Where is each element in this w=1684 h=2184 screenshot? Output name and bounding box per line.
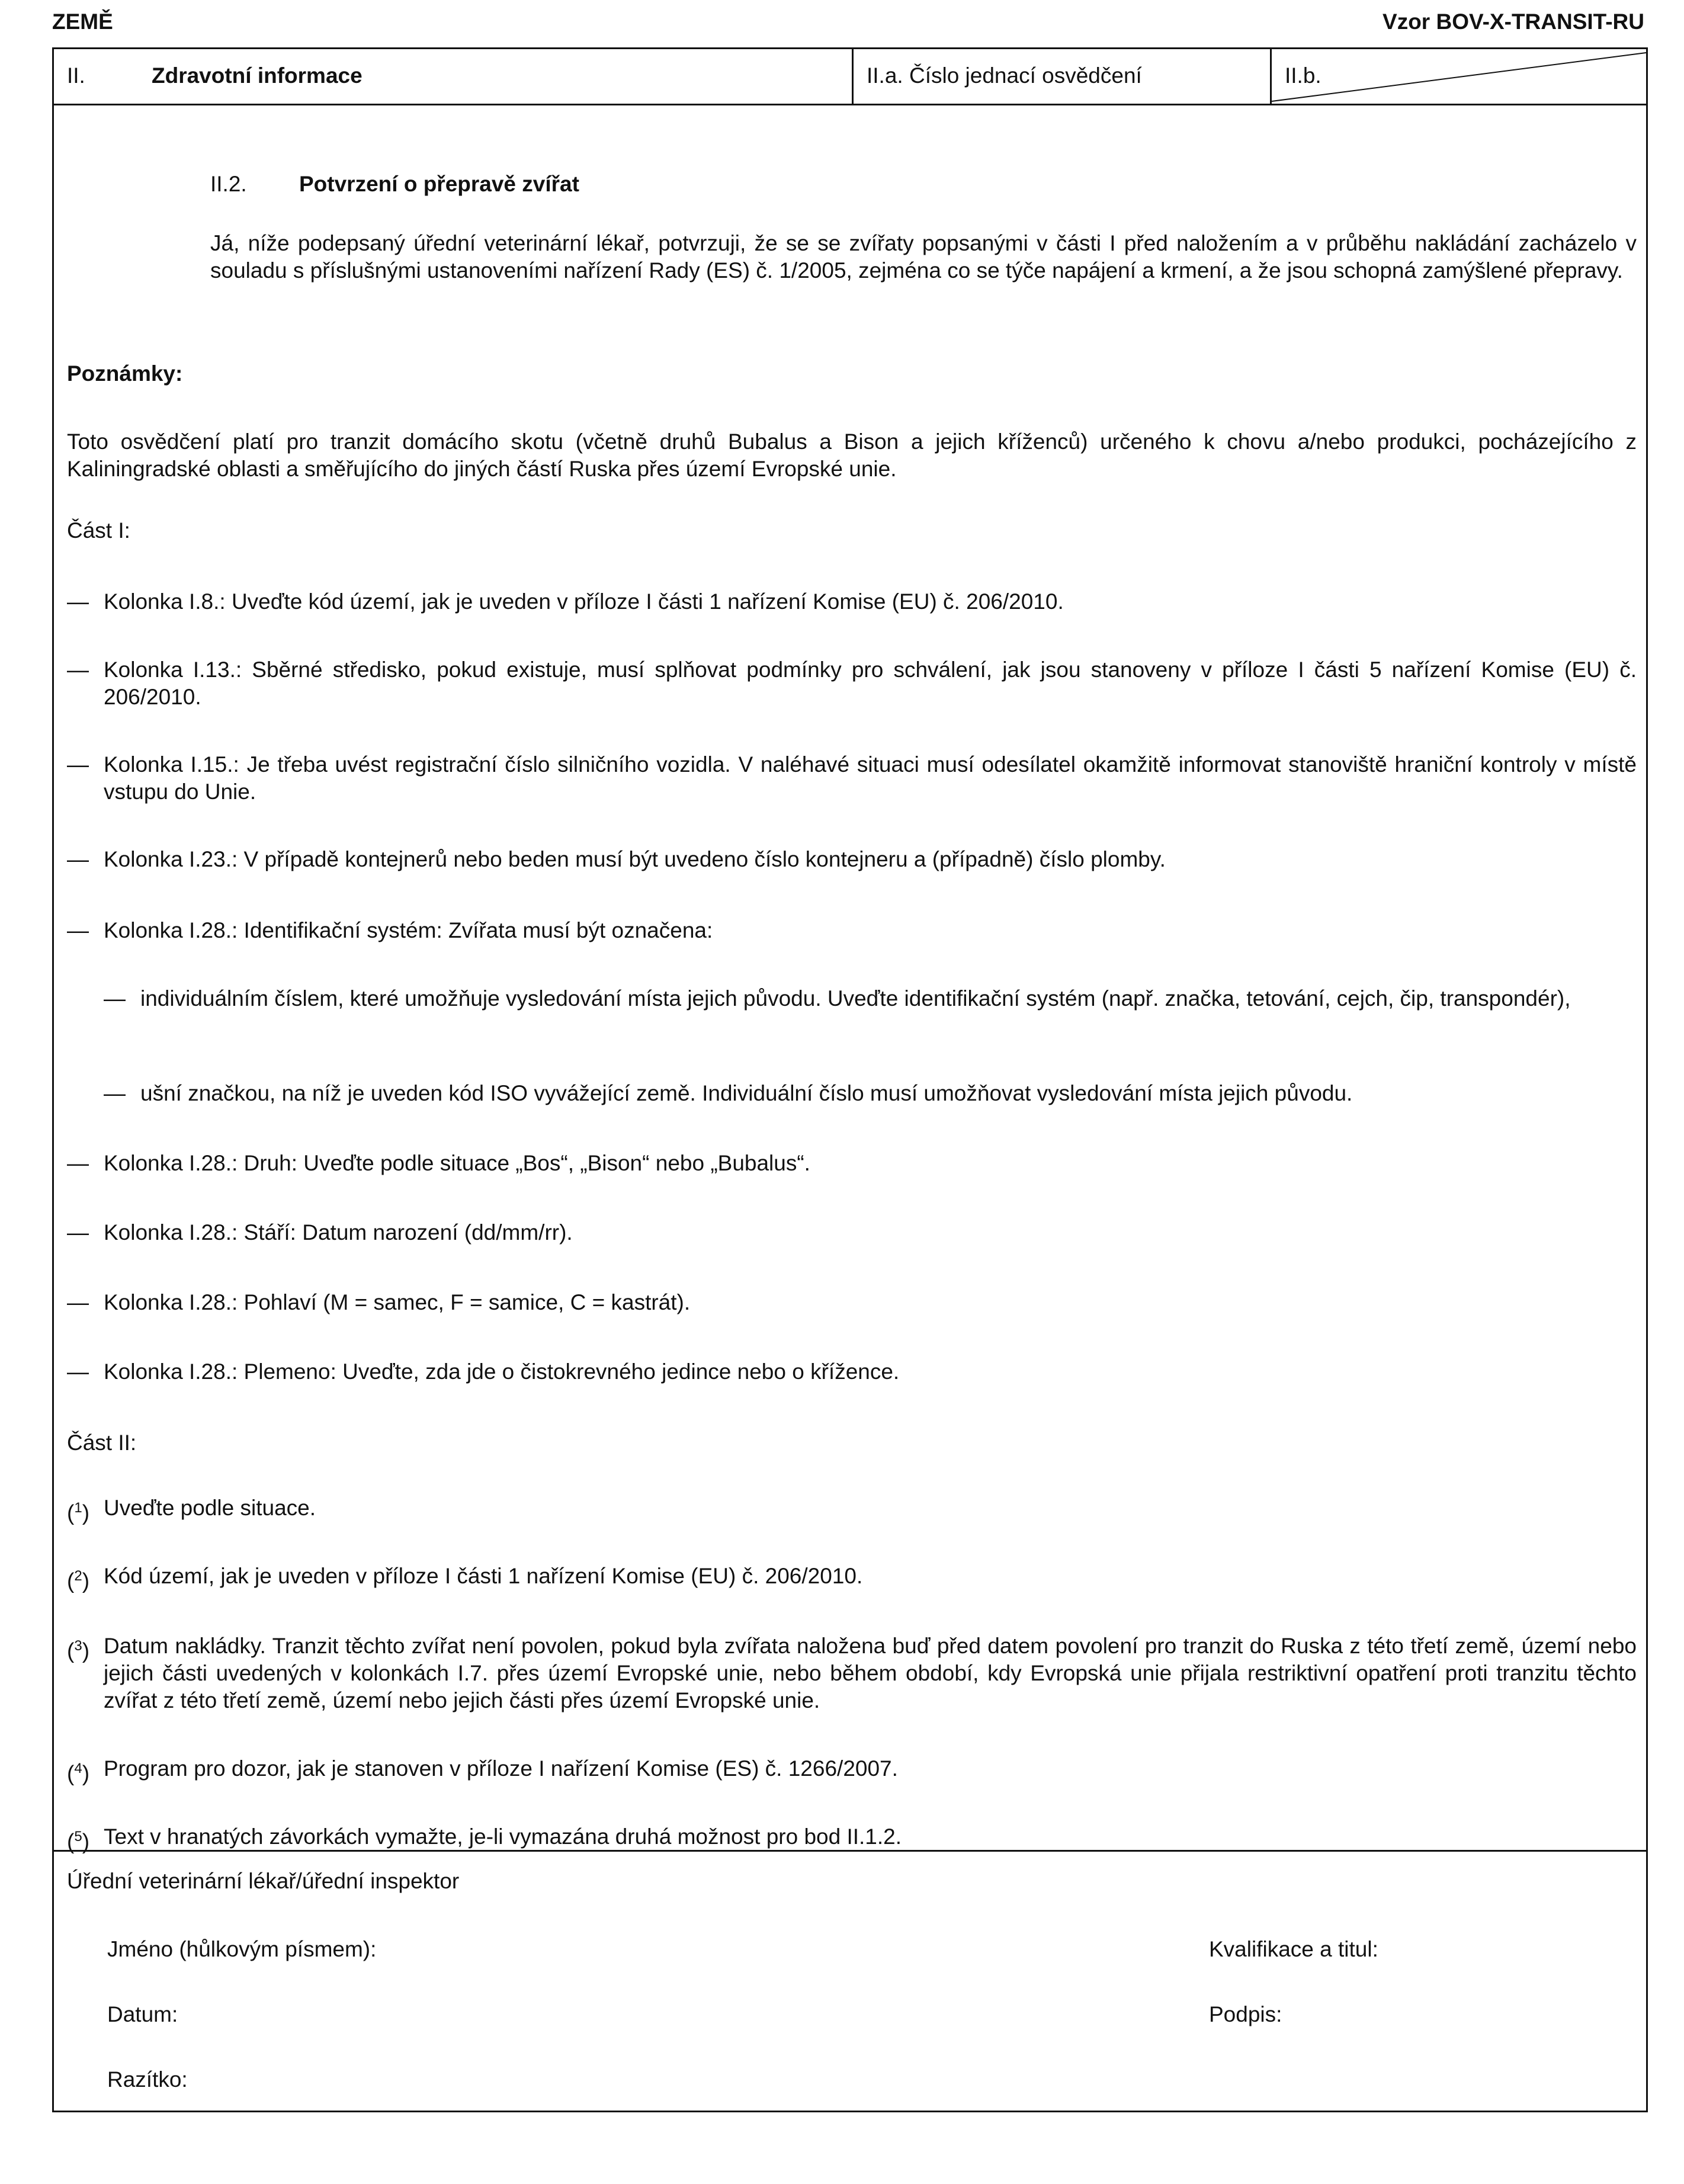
footnote-item xyxy=(67,1495,1637,1525)
footnote-marker: ($^1$) xyxy=(67,1500,90,1525)
list-item xyxy=(67,751,1637,806)
list-item-text: Kolonka I.13.: Sběrné středisko, pokud existuje, musí splňovat podmínky pro schválení, jak jsou stanoveny v příloze I části 5 nařízení Komise (EU) č. 206/2010. xyxy=(104,658,1637,709)
list-item-text: Kolonka I.28.: Pohlaví (M = samec, F = samice, C = kastrát). xyxy=(104,1290,691,1314)
list-item xyxy=(67,1289,1637,1316)
sub-list-item-text: ušní značkou, na níž je uveden kód ISO vyvážející země. Individuální číslo musí umožňovat vysledování místa jejich původu. xyxy=(140,1081,1353,1105)
confirmation-number: II.2. xyxy=(210,172,247,196)
footnote-text: Program pro dozor, jak je stanoven v příloze I nařízení Komise (ES) č. 1266/2007. xyxy=(104,1756,898,1781)
list-item-text: Kolonka I.28.: Plemeno: Uveďte, zda jde o čistokrevného jedince nebo o křížence. xyxy=(104,1359,900,1384)
diagonal-line xyxy=(1272,49,1646,104)
dash-marker: — xyxy=(67,918,89,942)
footnote-marker: ($^2$) xyxy=(67,1568,90,1593)
footnote-marker: ($^3$) xyxy=(67,1638,90,1663)
confirmation-title: Potvrzení o přepravě zvířat xyxy=(299,172,579,196)
footnote-text: Text v hranatých závorkách vymažte, je-li vymazána druhá možnost pro bod II.1.2. xyxy=(104,1824,902,1849)
list-item-text: Kolonka I.28.: Druh: Uveďte podle situace „Bos“, „Bison“ nebo „Bubalus“. xyxy=(104,1151,810,1175)
qualification-field-label: Kvalifikace a titul: xyxy=(1209,1937,1378,1961)
dash-marker: — xyxy=(67,1151,89,1175)
reference-cell xyxy=(854,49,1272,104)
part2-label: Část II: xyxy=(67,1431,137,1455)
footnote-item xyxy=(67,1823,1637,1854)
dash-marker: — xyxy=(104,1081,126,1105)
date-field-label: Datum: xyxy=(107,2002,178,2026)
list-item xyxy=(67,588,1637,615)
footnote-marker: ($^5$) xyxy=(67,1829,90,1854)
dash-marker: — xyxy=(67,1290,89,1314)
list-item xyxy=(67,1219,1637,1246)
iib-cell xyxy=(1272,49,1646,104)
reference-label: II.a. Číslo jednací osvědčení xyxy=(867,63,1142,88)
list-item-text: Kolonka I.28.: Identifikační systém: Zvířata musí být označena: xyxy=(104,918,713,942)
footnote-text: Kód území, jak je uveden v příloze I části 1 nařízení Komise (EU) č. 206/2010. xyxy=(104,1564,863,1588)
list-item xyxy=(67,1150,1637,1177)
stamp-field-label: Razítko: xyxy=(107,2067,188,2092)
dash-marker: — xyxy=(104,986,126,1011)
footnote-text: Datum nakládky. Tranzit těchto zvířat není povolen, pokud byla zvířata naložena buď před datem povolení pro tranzit do Ruska z této třetí země, území nebo jejich části uvedených v kolonkách I.7. přes území Evropské unie, nebo během období, kdy Evropská unie přijala restriktivní opatření proti tranzitu těchto zvířat z této třetí země, území nebo jejich části přes území Evropské unie. xyxy=(104,1634,1637,1712)
dash-marker: — xyxy=(67,1220,89,1245)
list-item-text: Kolonka I.15.: Je třeba uvést registrační číslo silničního vozidla. V naléhavé situaci musí odesílatel okamžitě informovat stanoviště hraniční kontroly v místě vstupu do Unie. xyxy=(104,752,1637,804)
footnote-item xyxy=(67,1755,1637,1786)
signature-field-label: Podpis: xyxy=(1209,2002,1282,2026)
confirmation-text: Já, níže podepsaný úřední veterinární lékař, potvrzuji, že se se zvířaty popsanými v části I před naložením a v průběhu nakládání zacházelo v souladu s příslušnými ustanoveními nařízení Rady (ES) č. 1/2005, zejména co se týče napájení a krmení, a že jsou schopná zamýšlené přepravy. xyxy=(210,231,1637,283)
sub-list-item xyxy=(104,1080,1637,1107)
certificate-header-row xyxy=(54,49,1646,105)
part1-label: Část I: xyxy=(67,518,130,543)
iib-label: II.b. xyxy=(1285,63,1321,88)
list-item xyxy=(67,656,1637,711)
list-item xyxy=(67,917,1637,944)
signature-divider xyxy=(54,1850,1646,1852)
section-title: Zdravotní informace xyxy=(152,63,363,88)
list-item-text: Kolonka I.8.: Uveďte kód území, jak je uveden v příloze I části 1 nařízení Komise (EU) č. 206/2010. xyxy=(104,589,1064,614)
notes-intro: Toto osvědčení platí pro tranzit domácího skotu (včetně druhů Bubalus a Bison a jejich kříženců) určeného k chovu a/nebo produkci, pocházejícího z Kaliningradské oblasti a směřujícího do jiných částí Ruska přes území Evropské unie. xyxy=(67,429,1637,481)
footnote-marker: ($^4$) xyxy=(67,1760,90,1786)
sub-list-item-text: individuálním číslem, které umožňuje vysledování místa jejich původu. Uveďte identifikační systém (např. značka, tetování, cejch, čip, transpondér), xyxy=(140,986,1571,1011)
certificate-frame xyxy=(52,47,1648,2112)
footnote-item xyxy=(67,1633,1637,1714)
country-label: ZEMĚ xyxy=(52,9,113,34)
section-header-cell xyxy=(54,49,854,104)
signature-label: Úřední veterinární lékař/úřední inspektor xyxy=(67,1869,460,1893)
dash-marker: — xyxy=(67,589,89,614)
dash-marker: — xyxy=(67,1359,89,1384)
dash-marker: — xyxy=(67,847,89,871)
dash-marker: — xyxy=(67,658,89,682)
footnote-text: Uveďte podle situace. xyxy=(104,1496,316,1520)
list-item xyxy=(67,1358,1637,1386)
notes-label: Poznámky: xyxy=(67,361,183,386)
section-number: II. xyxy=(67,63,85,88)
dash-marker: — xyxy=(67,752,89,777)
model-label: Vzor BOV-X-TRANSIT-RU xyxy=(1383,9,1644,34)
footnote-item xyxy=(67,1563,1637,1593)
list-item xyxy=(67,846,1637,873)
name-field-label: Jméno (hůlkovým písmem): xyxy=(107,1937,377,1961)
list-item-text: Kolonka I.23.: V případě kontejnerů nebo beden musí být uvedeno číslo kontejneru a (případně) číslo plomby. xyxy=(104,847,1166,871)
sub-list-item xyxy=(104,985,1637,1012)
list-item-text: Kolonka I.28.: Stáří: Datum narození (dd/mm/rr). xyxy=(104,1220,573,1245)
